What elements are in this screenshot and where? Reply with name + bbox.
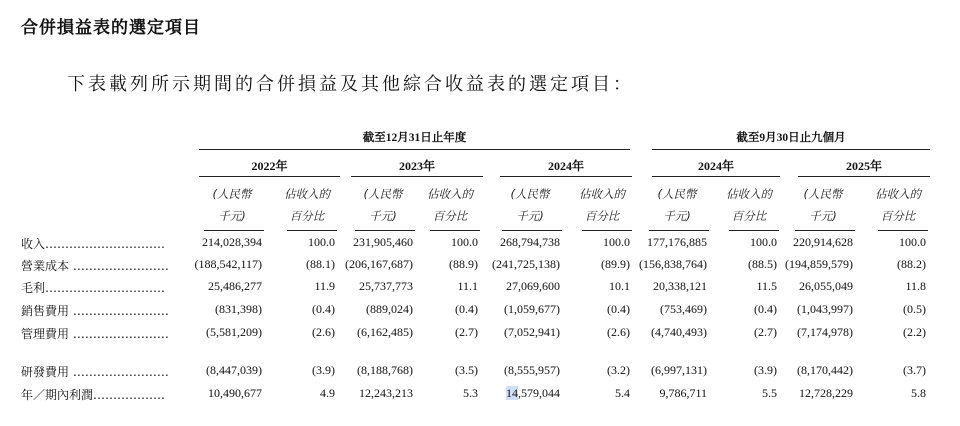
amount-cell: (6,997,131) bbox=[651, 363, 707, 377]
group-header-annual: 截至12月31日止年度 bbox=[362, 132, 467, 144]
unit-rule bbox=[878, 230, 928, 231]
amount-cell: 12,243,213 bbox=[359, 386, 413, 400]
unit-rule bbox=[287, 230, 337, 231]
pct-cell: (3.5) bbox=[455, 363, 478, 377]
amount-cell: (7,052,941) bbox=[504, 325, 560, 339]
row-label: 管理費用 …………………… bbox=[21, 327, 169, 341]
amount-cell: 177,176,885 bbox=[647, 235, 707, 249]
row-label: 銷售費用 …………………… bbox=[21, 304, 169, 318]
amount-cell: 27,069,600 bbox=[506, 279, 560, 293]
pct-cell: (0.4) bbox=[754, 302, 777, 316]
year-header: 2025年 bbox=[845, 159, 882, 173]
unit-amount-header: (人民幣 千元) bbox=[510, 187, 550, 223]
pct-cell: 5.4 bbox=[615, 386, 630, 400]
amount-cell: 268,794,738 bbox=[500, 235, 560, 249]
amount-cell: (1,043,997) bbox=[797, 302, 853, 316]
amount-cell: 20,338,121 bbox=[653, 279, 707, 293]
unit-rule bbox=[502, 230, 562, 231]
group-rule-ninemonth bbox=[652, 149, 930, 150]
unit-rule bbox=[582, 230, 632, 231]
pct-cell: 11.5 bbox=[756, 279, 777, 293]
pct-cell: 5.8 bbox=[911, 386, 926, 400]
unit-rule bbox=[729, 230, 779, 231]
year-rule bbox=[652, 176, 780, 177]
unit-amount-header: (人民幣 千元) bbox=[657, 187, 697, 223]
unit-amount-header: (人民幣 千元) bbox=[803, 187, 843, 223]
amount-cell: (8,170,442) bbox=[797, 363, 853, 377]
row-label: 毛利………………………… bbox=[21, 281, 166, 295]
pct-cell: (3.9) bbox=[312, 363, 335, 377]
amount-cell: (4,740,493) bbox=[651, 325, 707, 339]
amount-cell: 214,028,394 bbox=[202, 235, 262, 249]
amount-cell: (6,162,485) bbox=[357, 325, 413, 339]
unit-amount-header: (人民幣 千元) bbox=[212, 187, 252, 223]
unit-pct-header: 佔收入的 百分比 bbox=[427, 187, 473, 223]
unit-rule bbox=[649, 230, 709, 231]
pct-cell: (2.2) bbox=[903, 325, 926, 339]
year-rule bbox=[798, 176, 930, 177]
amount-cell: (194,859,579) bbox=[785, 257, 853, 271]
amount-cell: (206,167,687) bbox=[345, 257, 413, 271]
unit-pct-header: 佔收入的 百分比 bbox=[726, 187, 772, 223]
year-header: 2024年 bbox=[547, 159, 584, 173]
amount-cell: (753,469) bbox=[660, 302, 707, 316]
pct-cell: 4.9 bbox=[320, 386, 335, 400]
amount-cell: (831,398) bbox=[215, 302, 262, 316]
pct-cell: (0.4) bbox=[455, 302, 478, 316]
pct-cell: 100.0 bbox=[603, 235, 630, 249]
pct-cell: 10.1 bbox=[609, 279, 630, 293]
year-header: 2023年 bbox=[398, 159, 435, 173]
amount-cell: 12,728,229 bbox=[799, 386, 853, 400]
pct-cell: (3.2) bbox=[607, 363, 630, 377]
group-header-ninemonth: 截至9月30日止九個月 bbox=[736, 132, 846, 144]
amount-cell: 26,055,049 bbox=[799, 279, 853, 293]
amount-cell: 25,737,773 bbox=[359, 279, 413, 293]
row-label: 營業成本 …………………… bbox=[21, 259, 169, 273]
pct-cell: (3.9) bbox=[754, 363, 777, 377]
unit-rule bbox=[204, 230, 264, 231]
pct-cell: 11.1 bbox=[457, 279, 478, 293]
pct-cell: 11.9 bbox=[314, 279, 335, 293]
row-label: 收入………………………… bbox=[21, 237, 166, 251]
amount-cell: 220,914,628 bbox=[793, 235, 853, 249]
unit-pct-header: 佔收入的 百分比 bbox=[579, 187, 625, 223]
amount-cell: 25,486,277 bbox=[208, 279, 262, 293]
pct-cell: (2.7) bbox=[455, 325, 478, 339]
pct-cell: 100.0 bbox=[451, 235, 478, 249]
pct-cell: (89.9) bbox=[601, 257, 630, 271]
row-label: 研發費用 …………………… bbox=[21, 365, 169, 379]
unit-pct-header: 佔收入的 百分比 bbox=[284, 187, 330, 223]
pct-cell: 5.5 bbox=[762, 386, 777, 400]
pct-cell: (88.1) bbox=[306, 257, 335, 271]
amount-cell: (889,024) bbox=[366, 302, 413, 316]
pct-cell: 5.3 bbox=[463, 386, 478, 400]
pct-cell: 100.0 bbox=[899, 235, 926, 249]
pct-cell: (2.6) bbox=[607, 325, 630, 339]
pct-cell: (88.5) bbox=[748, 257, 777, 271]
amount-cell: (8,447,039) bbox=[206, 363, 262, 377]
section-heading: 合併損益表的選定項目 bbox=[21, 18, 201, 38]
amount-cell: (1,059,677) bbox=[504, 302, 560, 316]
amount-cell: 231,905,460 bbox=[353, 235, 413, 249]
year-header: 2022年 bbox=[251, 159, 288, 173]
pct-cell: 100.0 bbox=[308, 235, 335, 249]
amount-cell: (241,725,138) bbox=[492, 257, 560, 271]
amount-cell: 10,490,677 bbox=[208, 386, 262, 400]
pct-cell: (3.7) bbox=[903, 363, 926, 377]
unit-rule bbox=[795, 230, 855, 231]
year-header: 2024年 bbox=[697, 159, 734, 173]
pct-cell: (88.9) bbox=[449, 257, 478, 271]
amount-cell: (188,542,117) bbox=[194, 257, 262, 271]
unit-amount-header: (人民幣 千元) bbox=[363, 187, 403, 223]
amount-cell: (8,555,957) bbox=[504, 363, 560, 377]
pct-cell: (0.4) bbox=[607, 302, 630, 316]
amount-cell: (8,188,768) bbox=[357, 363, 413, 377]
amount-cell: (7,174,978) bbox=[797, 325, 853, 339]
amount-cell: (156,838,764) bbox=[639, 257, 707, 271]
amount-cell: (5,581,209) bbox=[206, 325, 262, 339]
year-rule bbox=[500, 176, 632, 177]
year-rule bbox=[351, 176, 483, 177]
unit-rule bbox=[430, 230, 480, 231]
pct-cell: 100.0 bbox=[750, 235, 777, 249]
pct-cell: (2.7) bbox=[754, 325, 777, 339]
amount-cell: 14,579,044 bbox=[506, 386, 560, 400]
unit-pct-header: 佔收入的 百分比 bbox=[875, 187, 921, 223]
row-label: 年／期內利潤……………… bbox=[21, 388, 166, 402]
pct-cell: (2.6) bbox=[312, 325, 335, 339]
pct-cell: 11.8 bbox=[905, 279, 926, 293]
pct-cell: (0.5) bbox=[903, 302, 926, 316]
pct-cell: (88.2) bbox=[897, 257, 926, 271]
amount-cell: 9,786,711 bbox=[659, 386, 707, 400]
unit-rule bbox=[355, 230, 415, 231]
group-rule-annual bbox=[199, 149, 630, 150]
intro-text: 下表載列所示期間的合併損益及其他綜合收益表的選定項目： bbox=[67, 74, 634, 95]
year-rule bbox=[199, 176, 340, 177]
pct-cell: (0.4) bbox=[312, 302, 335, 316]
